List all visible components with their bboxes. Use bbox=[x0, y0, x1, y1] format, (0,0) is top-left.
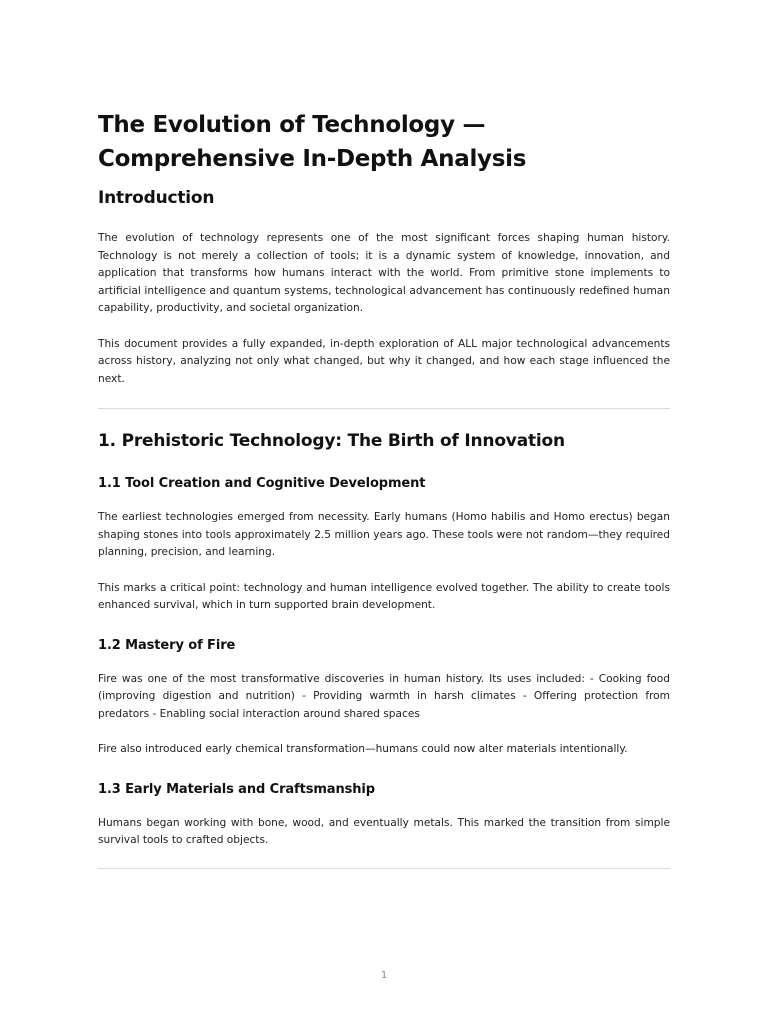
document-page bbox=[98, 108, 670, 869]
section-heading: 1. Prehistoric Technology: The Birth of Innovation bbox=[98, 431, 565, 451]
section-divider bbox=[98, 408, 670, 409]
subsection-heading: 1.1 Tool Creation and Cognitive Development bbox=[98, 476, 426, 491]
section-divider bbox=[98, 868, 670, 869]
page-number: 1 bbox=[380, 970, 388, 981]
body-paragraph: Fire was one of the most transformative discoveries in human history. Its uses included: - Cooking food (improving digestion and nutrition) - Providing warmth in harsh climates - Offering protection from predators - Enabling social interaction around shared spaces bbox=[98, 672, 670, 720]
subsection-heading: 1.3 Early Materials and Craftsmanship bbox=[98, 781, 375, 797]
body-paragraph: Humans began working with bone, wood, and eventually metals. This marked the transition from simple survival tools to crafted objects. bbox=[98, 816, 670, 846]
body-paragraph: The earliest technologies emerged from necessity. Early humans (Homo habilis and Homo erectus) began shaping stones into tools approximately 2.5 million years ago. These tools were not random—they required planning, precision, and learning. bbox=[98, 511, 670, 558]
body-paragraph: Fire also introduced early chemical transformation—humans could now alter materials intentionally. bbox=[98, 743, 628, 755]
introduction-paragraph: The evolution of technology represents one of the most significant forces shaping human history. Technology is not merely a collection of tools; it is a dynamic system of knowledge, innovation, and application that transforms how humans interact with the world. From primitive stone implements to artificial intelligence and quantum systems, technological advancement has continuously redefined human capability, productivity, and societal organization. bbox=[98, 232, 670, 314]
subsection-heading: 1.2 Mastery of Fire bbox=[98, 637, 236, 653]
introduction-heading: Introduction bbox=[98, 188, 215, 208]
document-title: The Evolution of Technology — Comprehensive In-Depth Analysis bbox=[98, 112, 527, 172]
introduction-paragraph: This document provides a fully expanded, in-depth exploration of ALL major technological advancements across history, analyzing not only what changed, but why it changed, and how each stage influenced the next. bbox=[98, 337, 670, 385]
body-paragraph: This marks a critical point: technology and human intelligence evolved together. The ability to create tools enhanced survival, which in turn supported brain development. bbox=[98, 581, 670, 611]
